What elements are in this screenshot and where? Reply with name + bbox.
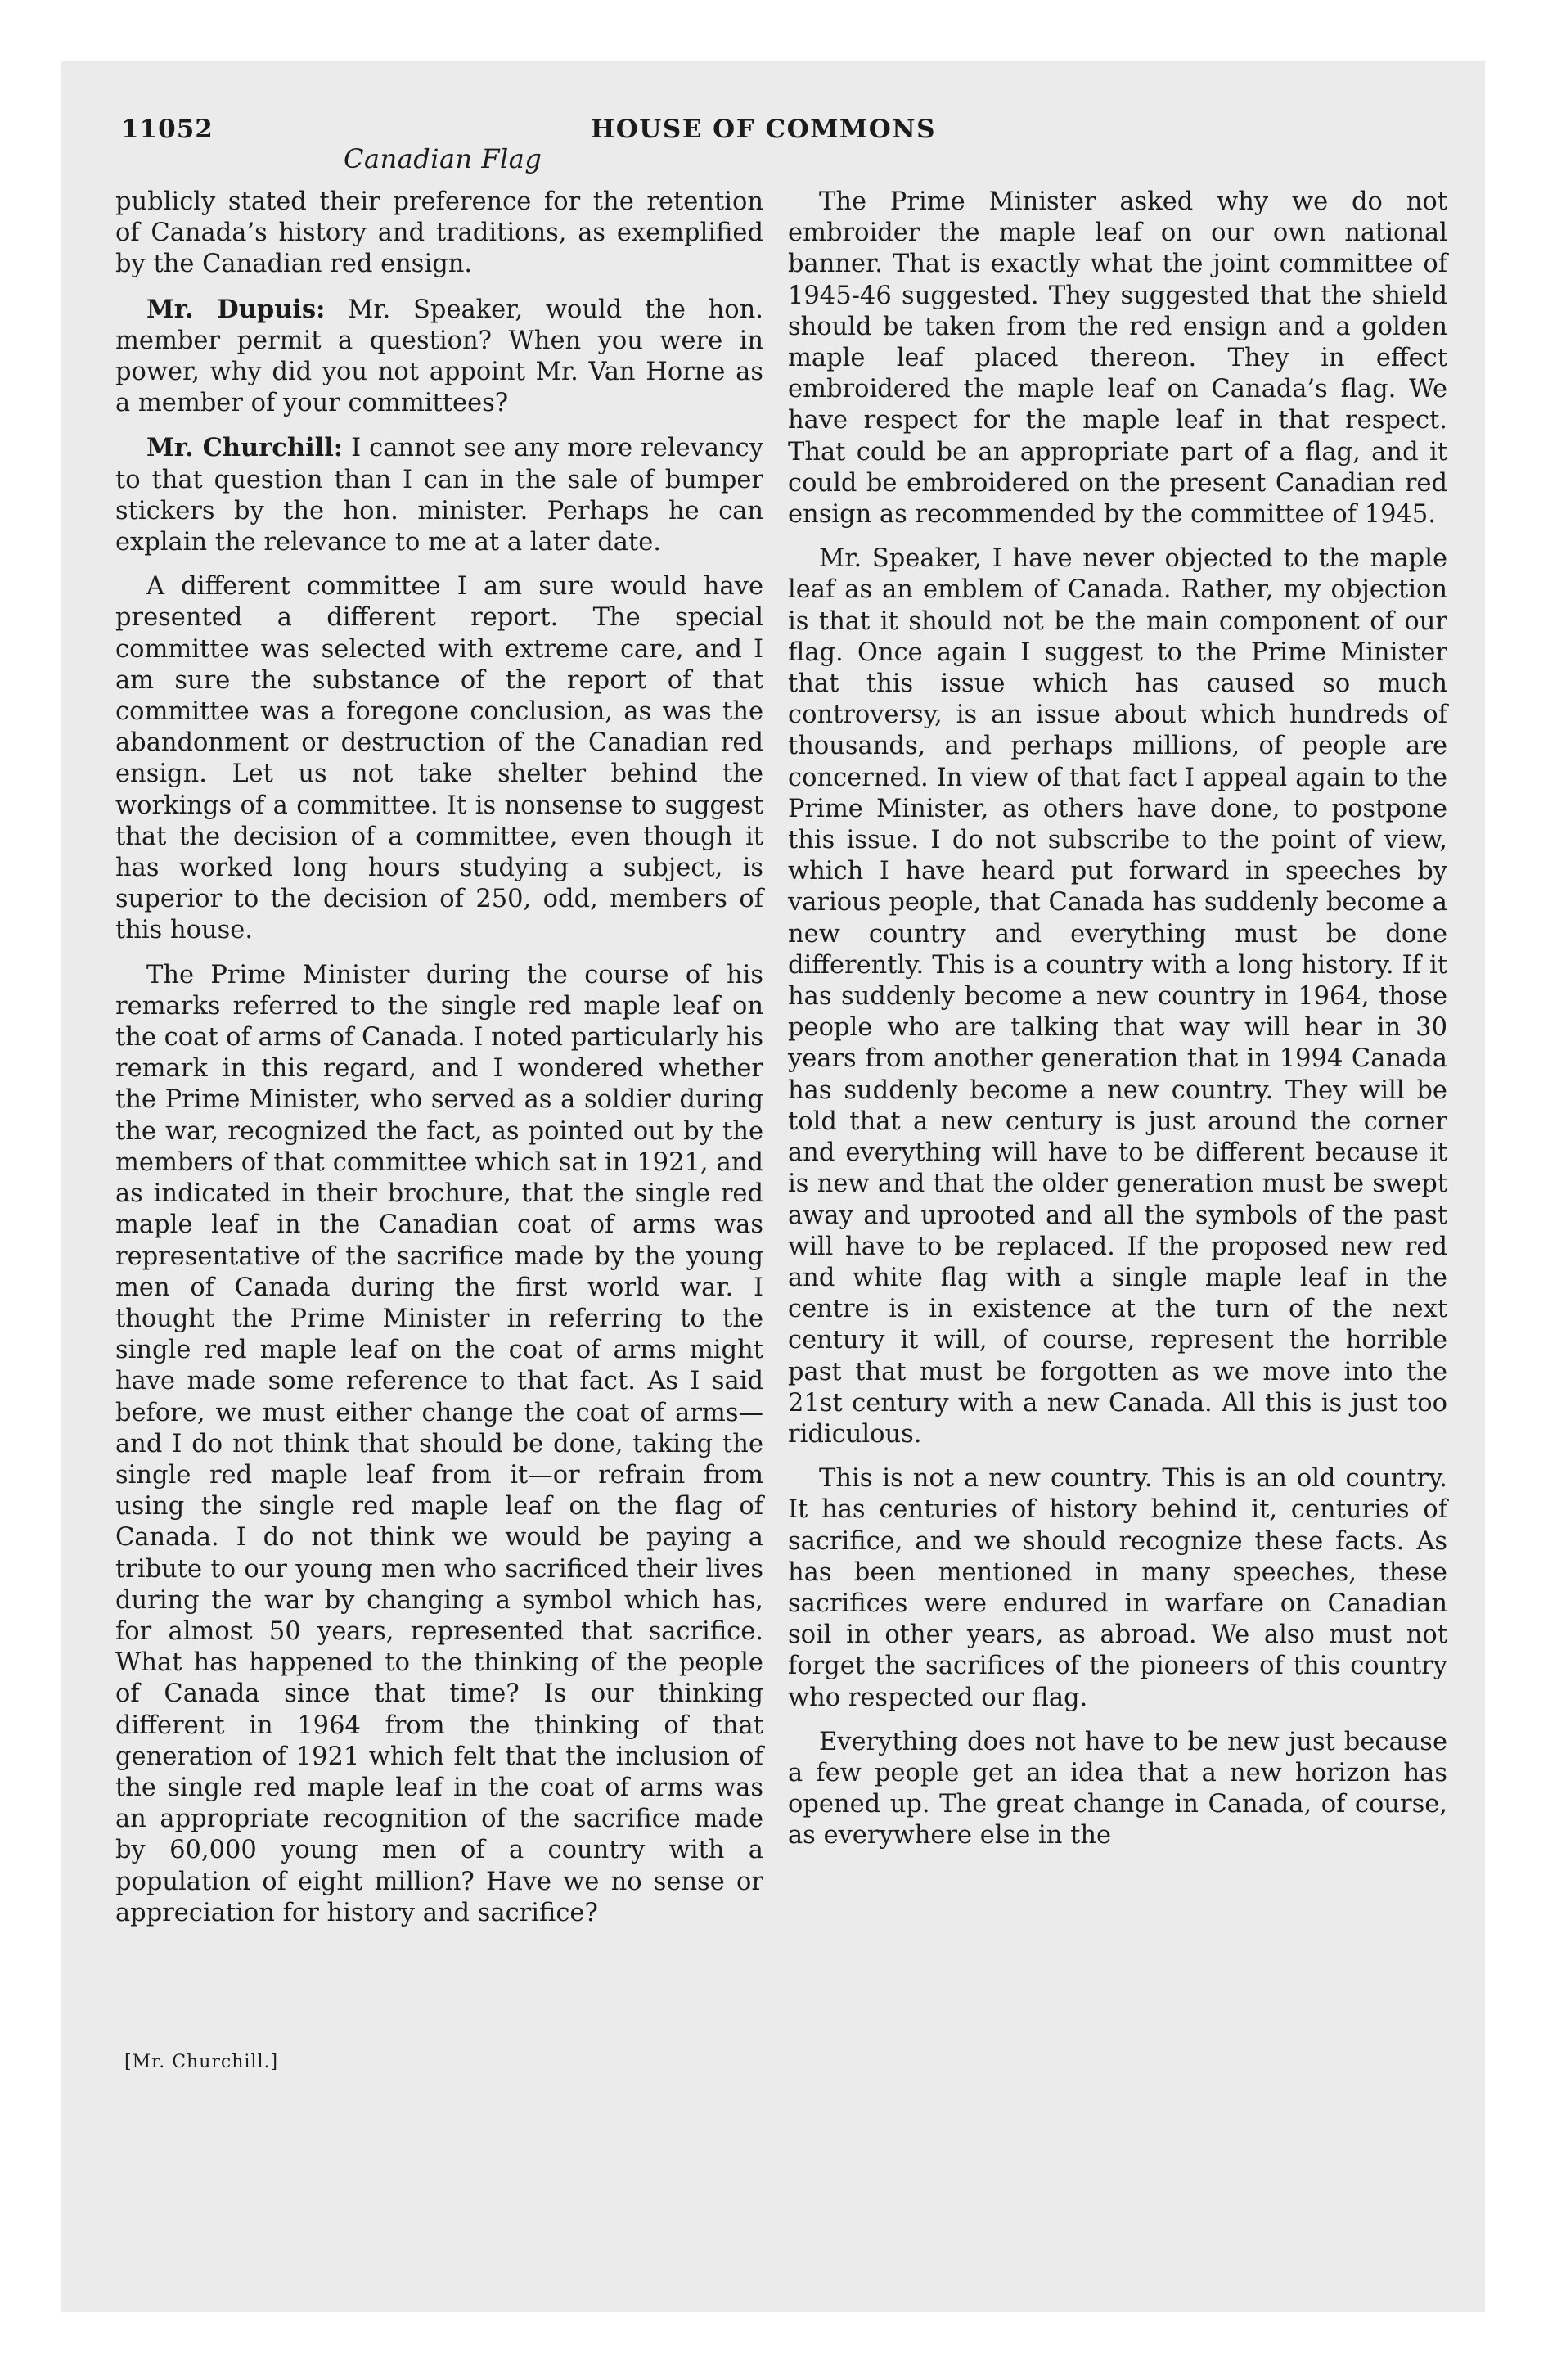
paragraph: Everything does not have to be new just because a few people get an idea that a new horizon has opened up. The great change in Canada, of course, as everywhere else in the — [788, 1727, 1447, 1850]
section-subtitle: Canadian Flag — [344, 143, 542, 174]
paragraph: A different committee I am sure would have presented a different report. The special committee was selected with extreme care, and I am sure the substance of the report of that committee was a foregone conclusion, as was the abandonment or destruction of the Canadian red ensign. Let us not take shelter behind the workings of a committee. It is nonsense to suggest that the decision of a committee, even though it has worked long hours studying a subject, is superior to the decision of 250, odd, members of this house. — [115, 572, 763, 945]
paragraph — [115, 294, 763, 420]
speech-text: I cannot see any more relevancy to that question than I can in the sale of bumper stickers by the hon. minister. Perhaps he can explain the relevance to me at a later date. — [115, 434, 763, 557]
speech-text: Mr. Speaker, would the hon. member permit a question? When you were in power, why did you not appoint Mr. Van Horne as a member of your committees? — [115, 295, 763, 418]
paragraph: The Prime Minister asked why we do not embroider the maple leaf on our own national banner. That is exactly what the joint committee of 1945-46 suggested. They suggested that the shield should be taken from the red ensign and a golden maple leaf placed thereon. They in effect embroidered the maple leaf on Canada’s flag. We have respect for the maple leaf in that respect. That could be an appropriate part of a flag, and it could be embroidered on the present Canadian red ensign as recommended by the committee of 1945. — [788, 187, 1447, 530]
running-title: HOUSE OF COMMONS — [591, 115, 936, 144]
speaker-footnote: [Mr. Churchill.] — [124, 2052, 279, 2072]
right-column — [788, 187, 1447, 1865]
paragraph: This is not a new country. This is an old country. It has centuries of history behind it, centuries of sacrifice, and we should recognize these facts. As has been mentioned in many speeches, these sacrifices were endured in warfare on Canadian soil in other years, as abroad. We also must not forget the sacrifices of the pioneers of this country who respected our flag. — [788, 1464, 1447, 1712]
page-number: 11052 — [121, 115, 214, 144]
paragraph: publicly stated their preference for the retention of Canada’s history and traditions, as exemplified by the Canadian red ensign. — [115, 187, 763, 279]
paragraph: The Prime Minister during the course of his remarks referred to the single red maple leaf on the coat of arms of Canada. I noted particularly his remark in this regard, and I wondered whether the Prime Minister, who served as a soldier during the war, recognized the fact, as pointed out by the members of that committee which sat in 1921, and as indicated in their brochure, that the single red maple leaf in the Canadian coat of arms was representative of the sacrifice made by the young men of Canada during the first world war. I thought the Prime Minister in referring to the single red maple leaf on the coat of arms might have made some reference to that fact. As I said before, we must either change the coat of arms—and I do not think that should be done, taking the single red maple leaf from it—or refrain from using the single red maple leaf on the flag of Canada. I do not think we would be paying a tribute to our young men who sacrificed their lives during the war by changing a symbol which has, for almost 50 years, represented that sacrifice. What has happened to the thinking of the people of Canada since that time? Is our thinking different in 1964 from the thinking of that generation of 1921 which felt that the inclusion of the single red maple leaf in the coat of arms was an appropriate recognition of the sacrifice made by 60,000 young men of a country with a population of eight million? Have we no sense or appreciation for history and sacrifice? — [115, 960, 763, 1927]
speaker-name: Mr. Dupuis: — [146, 294, 326, 324]
speaker-name: Mr. Churchill: — [146, 433, 344, 463]
paragraph — [115, 432, 763, 558]
left-column — [115, 187, 763, 1942]
paragraph: Mr. Speaker, I have never objected to the maple leaf as an emblem of Canada. Rather, my objection is that it should not be the main component of our flag. Once again I suggest to the Prime Minister that this issue which has caused so much controversy, is an issue about which hundreds of thousands, and perhaps millions, of people are concerned. In view of that fact I appeal again to the Prime Minister, as others have done, to postpone this issue. I do not subscribe to the point of view, which I have heard put forward in speeches by various people, that Canada has suddenly become a new country and everything must be done differently. This is a country with a long history. If it has suddenly become a new country in 1964, those people who are talking that way will hear in 30 years from another generation that in 1994 Canada has suddenly become a new country. They will be told that a new century is just around the corner and everything will have to be different because it is new and that the older generation must be swept away and uprooted and all the symbols of the past will have to be replaced. If the proposed new red and white flag with a single maple leaf in the centre is in existence at the turn of the next century it will, of course, represent the horrible past that must be forgotten as we move into the 21st century with a new Canada. All this is just too ridiculous. — [788, 544, 1447, 1449]
